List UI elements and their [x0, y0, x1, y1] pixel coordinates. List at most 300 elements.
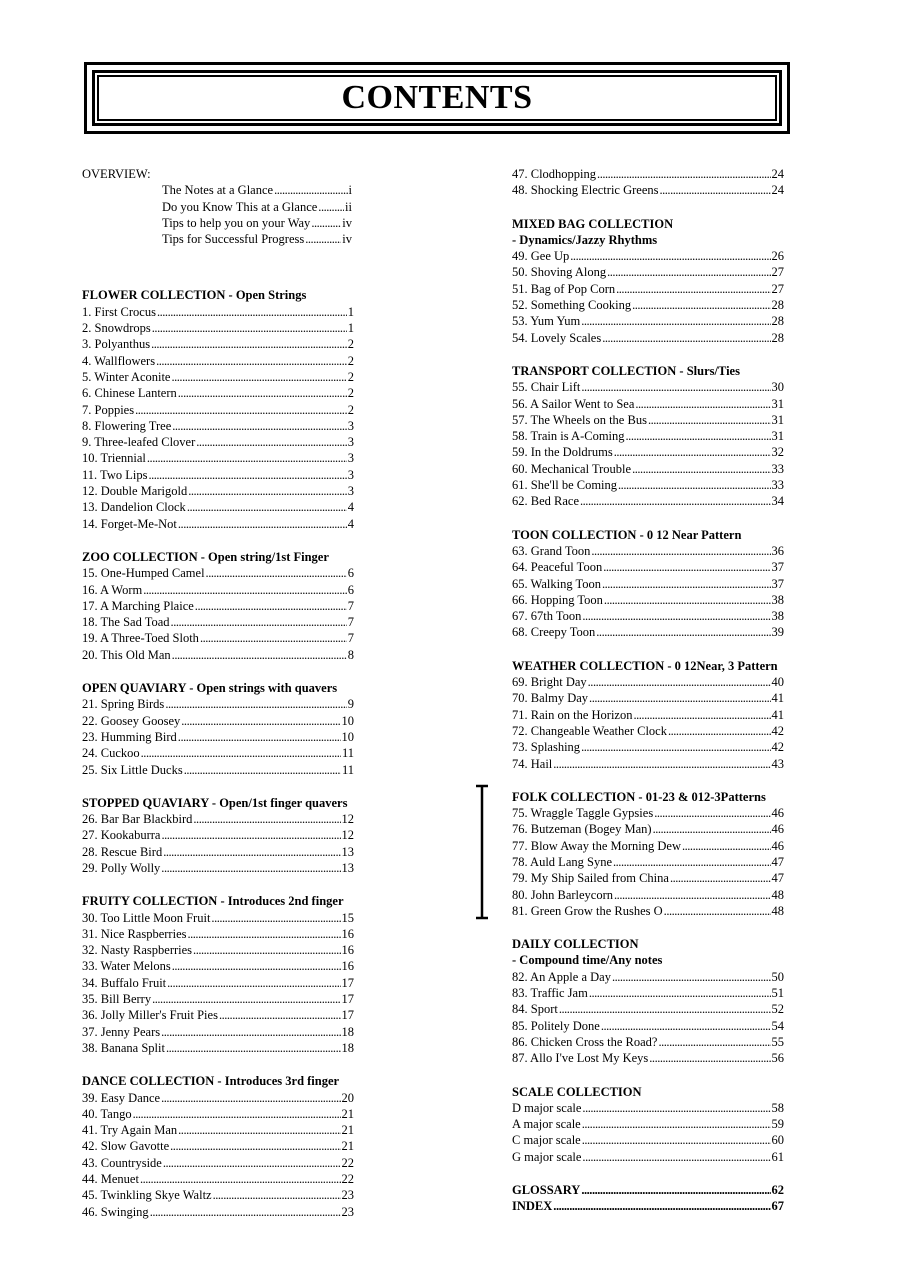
toc-entry[interactable] — [512, 1149, 784, 1165]
entry-page-number: 38 — [771, 592, 784, 607]
dot-leader — [588, 674, 771, 690]
dot-leader — [604, 592, 771, 608]
toc-entry[interactable] — [82, 827, 354, 843]
entry-page-number: 31 — [771, 412, 784, 427]
dot-leader — [166, 1040, 341, 1056]
section-heading: FLOWER COLLECTION - Open Strings — [82, 288, 307, 303]
toc-entry[interactable] — [512, 1034, 784, 1050]
dot-leader — [172, 958, 341, 974]
entry-title: 64. Peaceful Toon — [512, 560, 603, 575]
dot-leader — [614, 887, 770, 903]
entry-title: 19. A Three-Toed Sloth — [82, 631, 199, 646]
toc-entry[interactable] — [82, 860, 354, 876]
entry-title: 63. Grand Toon — [512, 543, 591, 558]
entry-page-number: 21 — [341, 1139, 354, 1154]
toc-entry[interactable] — [512, 461, 784, 477]
entry-page-number: 17 — [341, 975, 354, 990]
toc-entry[interactable] — [82, 418, 354, 434]
entry-page-number: 28 — [771, 314, 784, 329]
entry-title: 85. Politely Done — [512, 1018, 600, 1033]
entry-title: 57. The Wheels on the Bus — [512, 412, 647, 427]
dot-leader — [200, 630, 347, 646]
entry-title: 71. Rain on the Horizon — [512, 707, 633, 722]
toc-entry[interactable] — [82, 582, 354, 598]
entry-page-number: 23 — [341, 1188, 354, 1203]
entry-page-number: 41 — [771, 707, 784, 722]
entry-page-number: 62 — [771, 1183, 784, 1198]
entry-title: INDEX — [512, 1199, 553, 1214]
toc-entry[interactable] — [162, 199, 352, 215]
entry-title: 56. A Sailor Went to Sea — [512, 396, 635, 411]
toc-entry[interactable] — [512, 1132, 784, 1148]
entry-page-number: 13 — [341, 860, 354, 875]
dot-leader — [156, 353, 347, 369]
entry-page-number: 31 — [771, 429, 784, 444]
entry-title: 60. Mechanical Trouble — [512, 461, 632, 476]
entry-page-number: 15 — [341, 910, 354, 925]
toc-entry[interactable] — [512, 739, 784, 755]
entry-page-number: 9 — [347, 697, 354, 712]
toc-entry[interactable] — [82, 729, 354, 745]
dot-leader — [632, 297, 770, 313]
dot-leader — [649, 1050, 770, 1066]
toc-entry[interactable] — [82, 1187, 354, 1203]
collection-section — [512, 527, 784, 641]
toc-entry[interactable] — [512, 330, 784, 346]
entry-title: Do you Know This at a Glance — [162, 199, 318, 214]
toc-entry[interactable] — [512, 396, 784, 412]
toc-entry[interactable] — [512, 1182, 784, 1198]
entry-title: 15. One-Humped Camel — [82, 566, 205, 581]
toc-entry[interactable] — [82, 926, 354, 942]
entry-title: 40. Tango — [82, 1106, 132, 1121]
entry-page-number: 18 — [341, 1024, 354, 1039]
dot-leader — [603, 559, 770, 575]
dot-leader — [140, 1171, 341, 1187]
toc-entry[interactable] — [512, 297, 784, 313]
toc-entry[interactable] — [512, 690, 784, 706]
toc-entry[interactable] — [82, 353, 354, 369]
toc-entry[interactable] — [512, 379, 784, 395]
entry-title: 39. Easy Dance — [82, 1090, 161, 1105]
dot-leader — [178, 1122, 340, 1138]
entry-title: 87. Allo I've Lost My Keys — [512, 1051, 649, 1066]
dot-leader — [152, 320, 347, 336]
entry-page-number: 67 — [771, 1199, 784, 1214]
toc-entry[interactable] — [82, 762, 354, 778]
dot-leader — [633, 707, 770, 723]
entry-page-number: 37 — [771, 576, 784, 591]
toc-entry[interactable] — [82, 696, 354, 712]
collection-section — [512, 216, 784, 346]
entry-page-number: 6 — [347, 582, 354, 597]
entry-title: 6. Chinese Lantern — [82, 386, 177, 401]
entry-title: 79. My Ship Sailed from China — [512, 871, 669, 886]
dot-leader — [582, 1149, 770, 1165]
entry-page-number: 3 — [347, 418, 354, 433]
entry-title: 74. Hail — [512, 756, 553, 771]
entry-title: 29. Polly Wolly — [82, 860, 161, 875]
toc-entry[interactable] — [512, 756, 784, 772]
dot-leader — [591, 543, 770, 559]
dot-leader — [157, 304, 347, 320]
entry-page-number: 59 — [771, 1117, 784, 1132]
toc-entry[interactable] — [512, 1001, 784, 1017]
toc-entry[interactable] — [512, 281, 784, 297]
entry-page-number: 21 — [341, 1106, 354, 1121]
entry-title: 23. Humming Bird — [82, 729, 177, 744]
entry-title: 66. Hopping Toon — [512, 592, 603, 607]
dot-leader — [195, 598, 347, 614]
entry-title: 59. In the Doldrums — [512, 445, 613, 460]
entry-page-number: 10 — [341, 729, 354, 744]
toc-entry[interactable] — [512, 903, 784, 919]
toc-entry[interactable] — [512, 264, 784, 280]
entry-page-number: 40 — [771, 675, 784, 690]
dot-leader — [178, 385, 347, 401]
dot-leader — [581, 379, 770, 395]
toc-entry[interactable] — [82, 647, 354, 663]
toc-entry[interactable] — [512, 674, 784, 690]
entry-page-number: 42 — [771, 740, 784, 755]
dot-leader — [582, 1100, 770, 1116]
toc-entry[interactable] — [512, 444, 784, 460]
section-heading: FRUITY COLLECTION - Introduces 2nd finger — [82, 894, 344, 909]
dot-leader — [582, 608, 770, 624]
toc-entry[interactable] — [512, 821, 784, 837]
dot-leader — [163, 844, 340, 860]
collection-section — [82, 287, 354, 531]
toc-entry[interactable] — [82, 811, 354, 827]
entry-title: 36. Jolly Miller's Fruit Pies — [82, 1008, 218, 1023]
toc-entry[interactable] — [82, 1155, 354, 1171]
dot-leader — [581, 1182, 770, 1198]
toc-entry[interactable] — [82, 434, 354, 450]
overview-list — [82, 182, 352, 247]
toc-entry[interactable] — [512, 707, 784, 723]
entry-page-number: 6 — [347, 566, 354, 581]
entry-page-number: 1 — [347, 304, 354, 319]
toc-entry[interactable] — [512, 985, 784, 1001]
entry-page-number: 3 — [347, 451, 354, 466]
toc-entry[interactable] — [512, 1100, 784, 1116]
entry-page-number: 16 — [341, 943, 354, 958]
dot-leader — [181, 713, 340, 729]
dot-leader — [618, 477, 770, 493]
entry-title: 46. Swinging — [82, 1204, 149, 1219]
entry-page-number: 22 — [341, 1155, 354, 1170]
section-heading: STOPPED QUAVIARY - Open/1st finger quavers — [82, 795, 348, 810]
toc-entry[interactable] — [82, 630, 354, 646]
toc-entry[interactable] — [512, 1050, 784, 1066]
entry-title: 38. Banana Split — [82, 1040, 165, 1055]
toc-entry[interactable] — [82, 598, 354, 614]
toc-entry[interactable] — [82, 844, 354, 860]
entry-title: 28. Rescue Bird — [82, 844, 163, 859]
toc-entry[interactable] — [82, 467, 354, 483]
toc-entry[interactable] — [512, 166, 784, 182]
toc-entry[interactable] — [512, 559, 784, 575]
entry-title: 12. Double Marigold — [82, 484, 188, 499]
entry-title: 86. Chicken Cross the Road? — [512, 1034, 658, 1049]
entry-title: 67. 67th Toon — [512, 609, 582, 624]
toc-entry[interactable] — [512, 182, 784, 198]
toc-entry[interactable] — [512, 412, 784, 428]
toc-entry[interactable] — [82, 1007, 354, 1023]
collection-section — [512, 789, 784, 919]
dot-leader — [135, 402, 347, 418]
toc-entry[interactable] — [82, 942, 354, 958]
section-heading: DAILY COLLECTION — [512, 937, 639, 952]
entry-page-number: 43 — [771, 756, 784, 771]
dot-leader — [570, 248, 770, 264]
dot-leader — [163, 1155, 341, 1171]
entry-page-number: 7 — [347, 615, 354, 630]
dot-leader — [161, 827, 340, 843]
entry-page-number: 12 — [341, 828, 354, 843]
entry-page-number: 8 — [347, 647, 354, 662]
bracket-icon — [474, 784, 490, 920]
entry-title: 30. Too Little Moon Fruit — [82, 910, 211, 925]
toc-entry[interactable] — [512, 969, 784, 985]
entry-page-number: 41 — [771, 691, 784, 706]
dot-leader — [141, 745, 341, 761]
entry-title: 62. Bed Race — [512, 494, 579, 509]
toc-entry[interactable] — [512, 493, 784, 509]
toc-entry[interactable] — [512, 248, 784, 264]
dot-leader — [167, 975, 340, 991]
entry-title: 5. Winter Aconite — [82, 369, 171, 384]
page-title: CONTENTS — [341, 79, 533, 116]
dot-leader — [178, 729, 341, 745]
dot-leader — [193, 942, 340, 958]
toc-entry[interactable] — [162, 182, 352, 198]
entry-page-number: 47 — [771, 871, 784, 886]
entry-title: 52. Something Cooking — [512, 298, 632, 313]
toc-entry[interactable] — [512, 543, 784, 559]
toc-entry[interactable] — [82, 499, 354, 515]
entry-page-number: 56 — [771, 1051, 784, 1066]
toc-entry[interactable] — [82, 910, 354, 926]
entry-page-number: 3 — [347, 467, 354, 482]
toc-entry[interactable] — [82, 450, 354, 466]
collection-section — [512, 166, 784, 199]
toc-entry[interactable] — [82, 1204, 354, 1220]
toc-entry[interactable] — [82, 565, 354, 581]
entry-title: 55. Chair Lift — [512, 380, 581, 395]
entry-title: 27. Kookaburra — [82, 828, 161, 843]
entry-page-number: 28 — [771, 330, 784, 345]
toc-entry[interactable] — [82, 369, 354, 385]
dot-leader — [172, 418, 347, 434]
dot-leader — [148, 467, 346, 483]
entry-page-number: 4 — [347, 500, 354, 515]
collection-section — [82, 795, 354, 876]
toc-entry[interactable] — [82, 1122, 354, 1138]
toc-entry[interactable] — [82, 991, 354, 1007]
entry-title: Tips to help you on your Way — [162, 215, 311, 230]
toc-entry[interactable] — [82, 1171, 354, 1187]
collection-section — [512, 936, 784, 1066]
entry-title: 53. Yum Yum — [512, 314, 581, 329]
dot-leader — [133, 1106, 341, 1122]
entry-page-number: 1 — [347, 321, 354, 336]
dot-leader — [161, 1024, 340, 1040]
toc-entry[interactable] — [82, 304, 354, 320]
entry-title: 43. Countryside — [82, 1155, 162, 1170]
entry-page-number: 2 — [347, 337, 354, 352]
entry-page-number: 55 — [771, 1034, 784, 1049]
toc-entry[interactable] — [82, 614, 354, 630]
toc-entry[interactable] — [512, 887, 784, 903]
entry-title: 3. Polyanthus — [82, 337, 151, 352]
entry-page-number: 51 — [771, 986, 784, 1001]
toc-entry[interactable] — [82, 745, 354, 761]
collection-section — [82, 1073, 354, 1220]
toc-entry[interactable] — [512, 838, 784, 854]
toc-entry[interactable] — [82, 320, 354, 336]
toc-entry[interactable] — [512, 854, 784, 870]
entry-page-number: 58 — [771, 1100, 784, 1115]
entry-page-number: 18 — [341, 1040, 354, 1055]
toc-entry[interactable] — [82, 516, 354, 532]
toc-entry[interactable] — [82, 1024, 354, 1040]
entry-title: G major scale — [512, 1149, 582, 1164]
section-heading: ZOO COLLECTION - Open string/1st Finger — [82, 549, 329, 564]
entry-page-number: 2 — [347, 369, 354, 384]
entry-title: C major scale — [512, 1133, 581, 1148]
entry-title: The Notes at a Glance — [162, 183, 274, 198]
entry-title: A major scale — [512, 1117, 581, 1132]
toc-entry[interactable] — [82, 1040, 354, 1056]
entry-title: 31. Nice Raspberries — [82, 926, 187, 941]
dot-leader — [147, 450, 347, 466]
dot-leader — [626, 428, 771, 444]
entry-title: 42. Slow Gavotte — [82, 1139, 170, 1154]
toc-entry[interactable] — [512, 477, 784, 493]
entry-title: 14. Forget-Me-Not — [82, 516, 177, 531]
entry-title: 61. She'll be Coming — [512, 478, 618, 493]
entry-page-number: 2 — [347, 386, 354, 401]
entry-title: 68. Creepy Toon — [512, 625, 596, 640]
dot-leader — [613, 854, 771, 870]
entry-page-number: 16 — [341, 926, 354, 941]
entry-page-number: 39 — [771, 625, 784, 640]
entry-page-number: 46 — [771, 838, 784, 853]
entry-title: 49. Gee Up — [512, 249, 570, 264]
toc-entry[interactable] — [512, 1116, 784, 1132]
entry-page-number: 12 — [341, 812, 354, 827]
overview-heading: OVERVIEW: — [82, 167, 151, 181]
toc-entry[interactable] — [512, 313, 784, 329]
toc-entry[interactable] — [512, 870, 784, 886]
dot-leader — [601, 1018, 771, 1034]
entry-page-number: 48 — [771, 903, 784, 918]
entry-page-number: ii — [345, 199, 352, 214]
dot-leader — [602, 576, 771, 592]
entry-title: 80. John Barleycorn — [512, 887, 614, 902]
entry-page-number: 13 — [341, 844, 354, 859]
toc-entry[interactable] — [82, 483, 354, 499]
entry-title: 18. The Sad Toad — [82, 615, 170, 630]
entry-title: 17. A Marching Plaice — [82, 598, 194, 613]
entry-title: 35. Bill Berry — [82, 992, 152, 1007]
entry-title: 8. Flowering Tree — [82, 418, 172, 433]
toc-entry[interactable] — [512, 1018, 784, 1034]
toc-entry[interactable] — [82, 1106, 354, 1122]
toc-entry[interactable] — [82, 975, 354, 991]
toc-entry[interactable] — [512, 624, 784, 640]
entry-title: 50. Shoving Along — [512, 265, 607, 280]
dot-leader — [171, 614, 347, 630]
entry-title: 26. Bar Bar Blackbird — [82, 812, 193, 827]
section-heading: OPEN QUAVIARY - Open strings with quavers — [82, 681, 338, 696]
toc-entry[interactable] — [82, 336, 354, 352]
toc-entry[interactable] — [162, 215, 352, 231]
entry-page-number: 2 — [347, 402, 354, 417]
dot-leader — [171, 369, 346, 385]
toc-entry[interactable] — [82, 958, 354, 974]
toc-entry[interactable] — [512, 576, 784, 592]
dot-leader — [664, 903, 771, 919]
dot-leader — [172, 647, 347, 663]
entry-page-number: 36 — [771, 543, 784, 558]
entry-title: 37. Jenny Pears — [82, 1024, 161, 1039]
entry-title: 72. Changeable Weather Clock — [512, 723, 667, 738]
toc-entry[interactable] — [82, 1090, 354, 1106]
entry-title: 24. Cuckoo — [82, 746, 140, 761]
toc-entry[interactable] — [82, 713, 354, 729]
entry-page-number: 33 — [771, 461, 784, 476]
toc-entry[interactable] — [512, 723, 784, 739]
entry-title: 69. Bright Day — [512, 675, 587, 690]
entry-page-number: 32 — [771, 445, 784, 460]
toc-entry[interactable] — [82, 402, 354, 418]
entry-page-number: 27 — [771, 281, 784, 296]
dot-leader — [596, 624, 770, 640]
dot-leader — [311, 215, 341, 231]
entry-title: 16. A Worm — [82, 582, 143, 597]
entry-page-number: 11 — [341, 762, 354, 777]
entry-title: 70. Balmy Day — [512, 691, 589, 706]
collection-section — [82, 549, 354, 663]
dot-leader — [616, 281, 770, 297]
toc-entry[interactable] — [512, 428, 784, 444]
entry-title: 2. Snowdrops — [82, 321, 151, 336]
toc-entry[interactable] — [162, 231, 352, 247]
entry-page-number: i — [348, 183, 352, 198]
dot-leader — [614, 444, 771, 460]
entry-title: 76. Butzeman (Bogey Man) — [512, 822, 652, 837]
dot-leader — [161, 1090, 340, 1106]
collection-section — [512, 1182, 784, 1215]
toc-entry[interactable] — [512, 608, 784, 624]
entry-title: 54. Lovely Scales — [512, 330, 602, 345]
toc-entry[interactable] — [512, 1198, 784, 1214]
dot-leader — [193, 811, 340, 827]
dot-leader — [553, 756, 770, 772]
section-heading: MIXED BAG COLLECTION — [512, 216, 674, 231]
toc-entry[interactable] — [512, 592, 784, 608]
toc-entry[interactable] — [82, 1138, 354, 1154]
dot-leader — [559, 1001, 771, 1017]
dot-leader — [553, 1198, 770, 1214]
entry-page-number: 46 — [771, 806, 784, 821]
toc-entry[interactable] — [82, 385, 354, 401]
title-frame — [84, 62, 790, 134]
toc-entry[interactable] — [512, 805, 784, 821]
dot-leader — [219, 1007, 341, 1023]
